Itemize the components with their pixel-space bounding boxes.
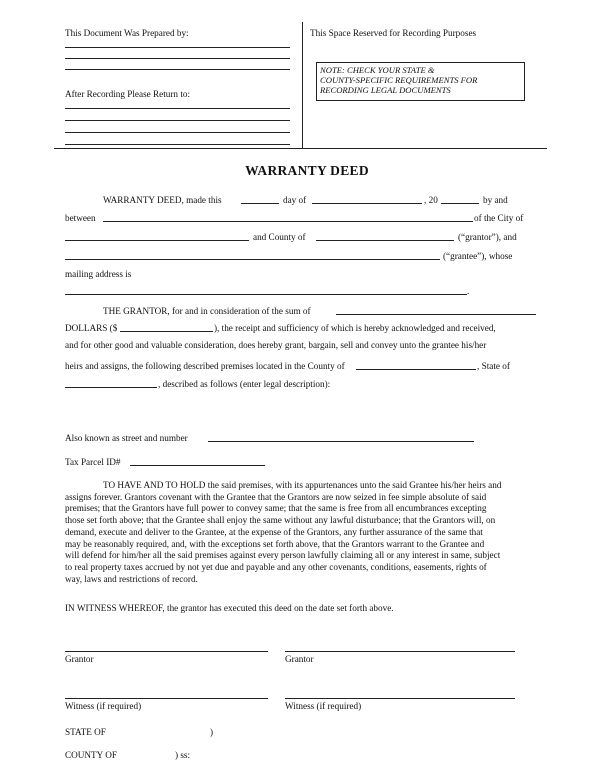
month-field[interactable] [312,203,422,204]
witness-clause: IN WITNESS WHEREOF, the grantor has executed this deed on the date set forth above. [65,603,394,613]
habendum-paragraph [65,480,547,585]
county-label: and County of [253,232,306,242]
consideration-text: and for other good and valuable consideration, does hereby grant, bargain, sell and convey unto the grantee his/her [65,340,487,350]
consideration-text: , described as follows (enter legal description): [158,379,331,389]
habendum-line: premises; that the Grantors have full power to convey same; that the same is free from all encumbrances excepting [65,503,487,514]
intro-text: by and [483,195,508,205]
between-label: between [65,213,96,223]
note-line: NOTE: CHECK YOUR STATE & [320,65,435,75]
grantor-signature-label: Grantor [285,654,314,664]
intro-text: , 20 [424,195,438,205]
prepared-by-label: This Document Was Prepared by: [65,28,189,38]
return-to-line-2[interactable] [65,120,290,121]
mailing-address-label: mailing address is [65,269,132,279]
note-line: RECORDING LEGAL DOCUMENTS [320,85,451,95]
return-to-line-3[interactable] [65,132,290,133]
grantee-label: (“grantee”), whose [443,251,513,261]
consideration-text: ), the receipt and sufficiency of which is hereby acknowledged and received, [214,323,496,333]
consideration-text: THE GRANTOR, for and in consideration of the sum of [103,306,311,316]
habendum-line: may be reasonably required, and, with the exceptions set forth above, that the Grantors warrant to the Grantee and [65,538,485,549]
witness-signature-label: Witness (if required) [65,701,142,711]
header-divider-horizontal [54,148,547,149]
return-to-label: After Recording Please Return to: [65,89,191,99]
state-label: , State of [477,361,510,371]
prepared-by-line-2[interactable] [65,58,290,59]
grantee-name-field[interactable] [65,259,440,260]
consideration-text: heirs and assigns, the following described premises located in the County of [65,361,345,371]
county-ss: ) ss: [175,750,191,760]
tax-parcel-label: Tax Parcel ID# [65,457,121,467]
habendum-line: will defend for him/her all the said premises against every person lawfully claiming all or any interest in same, subject [65,550,501,561]
habendum-line: way, laws and restrictions of record. [65,573,198,584]
witness-signature-label: Witness (if required) [285,701,362,711]
tax-parcel-field[interactable] [130,465,265,466]
grantor-signature-label: Grantor [65,654,94,664]
habendum-line: TO HAVE AND TO HOLD the said premises, with its appurtenances unto the said Grantee his/her heirs and [103,480,502,490]
prepared-by-line-3[interactable] [65,69,290,70]
return-to-line-4[interactable] [65,144,290,145]
premises-county-field[interactable] [356,369,476,370]
note-line: COUNTY-SPECIFIC REQUIREMENTS FOR [320,75,478,85]
recording-space-label: This Space Reserved for Recording Purposes [310,28,477,38]
header-divider-vertical [302,22,303,148]
year-field[interactable] [441,203,479,204]
intro-text: WARRANTY DEED, made this [103,195,222,205]
witness-signature-line-left[interactable] [65,698,268,699]
state-of-label: STATE OF [65,727,106,737]
period: . [467,286,470,296]
grantor-signature-line-right[interactable] [285,651,515,652]
known-as-label: Also known as street and number [65,433,188,443]
return-to-line-1[interactable] [65,108,290,109]
habendum-line: to real property taxes accrued by not yet due and payable and any other covenants, conditions, easements, rights of [65,561,487,572]
state-of-bracket: ) [210,727,214,737]
dollars-label: DOLLARS ($ [65,323,118,333]
day-field[interactable] [241,203,279,204]
consideration-amount-words-field[interactable] [336,314,536,315]
intro-text: day of [283,195,307,205]
grantor-name-field[interactable] [103,221,473,222]
habendum-line: demand, execute and deliver to the Grantee, at the expense of the Grantors, any further assurance of the same that [65,526,483,537]
county-of-label: COUNTY OF [65,750,117,760]
mailing-address-field[interactable] [65,294,467,295]
grantor-city-field[interactable] [65,240,249,241]
recording-note-box [316,62,525,101]
consideration-amount-field[interactable] [120,331,213,332]
grantor-signature-line-left[interactable] [65,651,268,652]
witness-signature-line-right[interactable] [285,698,515,699]
of-city-label: of the City of [474,213,524,223]
premises-state-field[interactable] [65,387,157,388]
grantor-label: (“grantor”), and [458,232,517,242]
grantor-county-field[interactable] [316,240,454,241]
document-title: WARRANTY DEED [245,163,369,178]
habendum-line: assigns forever. Grantors covenant with the Grantee that the Grantors are now seized in fee simple absolute of said [65,491,487,502]
prepared-by-line-1[interactable] [65,47,290,48]
habendum-line: those set forth above; that the Grantee shall enjoy the same without any lawful disturbance; that the Grantors will, on [65,515,496,526]
street-address-field[interactable] [208,441,474,442]
